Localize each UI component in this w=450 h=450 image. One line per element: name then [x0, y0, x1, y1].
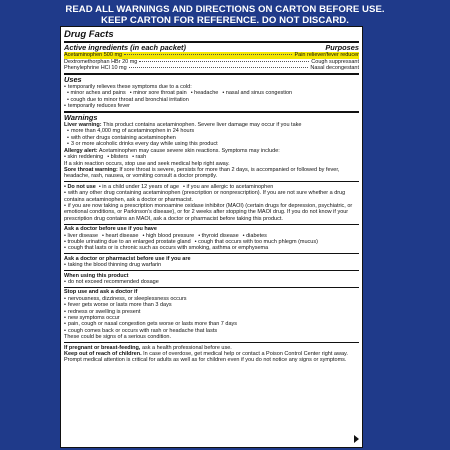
- stop-use-heading: Stop use and ask a doctor if: [64, 289, 138, 296]
- ask-pharmacist-item: • taking the blood thinning drug warfarin: [64, 262, 359, 268]
- divider: [64, 287, 359, 288]
- allergy-alert-label: Allergy alert:: [64, 147, 98, 154]
- when-using-item: • do not exceed recommended dosage: [64, 279, 359, 285]
- divider: [64, 270, 359, 271]
- active-ingredients-heading: Active ingredients (in each packet): [64, 43, 186, 52]
- allergy-symptom: • blisters: [107, 154, 128, 160]
- warnings-heading: Warnings: [64, 112, 98, 122]
- symptom: • minor aches and pains: [67, 90, 126, 96]
- drug-facts-title: Drug Facts: [64, 29, 114, 40]
- condition: • cough that lasts or is chronic such as occurs with smoking, asthma or emphysema: [64, 245, 359, 251]
- uses-fever: • temporarily reduces fever: [64, 103, 359, 109]
- ingredient-name: Phenylephrine HCl 10 mg: [64, 65, 127, 72]
- sore-throat-text: If sore throat is severe, persists for more than 2 days, is accompanied or followed by fever, headache, rash, nausea, or vomiting consult a doctor promptly.: [64, 166, 340, 180]
- condition: • liver disease: [64, 233, 98, 239]
- do-not-use-item: • with any other drug containing acetaminophen (prescription or nonprescription). If you are not sure whether a drug contains acetaminophen, ask a doctor or pharmacist.: [64, 190, 359, 203]
- condition: • thyroid disease: [198, 233, 238, 239]
- allergy-symptom: • skin reddening: [64, 154, 103, 160]
- stop-use-item: • new symptoms occur: [64, 315, 359, 321]
- ingredient-purpose: Cough suppressant: [311, 58, 359, 65]
- do-not-use-item: • in a child under 12 years of age: [99, 184, 179, 190]
- keep-out-of-reach: [64, 351, 359, 364]
- stop-use-item: • fever gets worse or lasts more than 3 days: [64, 302, 359, 308]
- ask-doctor-heading: Ask a doctor before use if you have: [64, 226, 157, 233]
- uses-intro: • temporarily relieves these symptoms due to a cold:: [64, 84, 359, 90]
- allergy-symptom: • rash: [132, 154, 146, 160]
- sore-throat-label: Sore throat warning:: [64, 166, 118, 173]
- stop-use-item: • cough comes back or occurs with rash or headache that lasts: [64, 328, 359, 334]
- uses-heading: Uses: [64, 74, 82, 84]
- divider: [64, 181, 359, 182]
- allergy-alert-text: Acetaminophen may cause severe skin reactions. Symptoms may include:: [98, 147, 280, 154]
- do-not-use-item: • if you are now taking a prescription monoamine oxidase inhibitor (MAOI) (certain drugs for depression, psychiatric, or emotional conditions, or Parkinson's disease), or for 2 weeks after stopping the MAOI drug. If you do not know if your prescription drug contains an MAOI, ask a doctor or pharmacist before taking this product.: [64, 203, 359, 222]
- carton-warning-header: [0, 4, 450, 26]
- stop-use-item: • nervousness, dizziness, or sleeplessness occurs: [64, 296, 359, 302]
- condition: • high blood pressure: [142, 233, 194, 239]
- symptom: • nasal and sinus congestion: [222, 90, 292, 96]
- header-line-1: READ ALL WARNINGS AND DIRECTIONS ON CARTON BEFORE USE.: [65, 4, 385, 15]
- keep-out-label: Keep out of reach of children.: [64, 351, 142, 358]
- divider: [64, 111, 359, 113]
- when-using-heading: When using this product: [64, 272, 129, 279]
- divider: [64, 224, 359, 225]
- liver-warning-text: This product contains acetaminophen. Severe liver damage may occur if you take: [103, 122, 302, 129]
- ingredient-name: Acetaminophen 500 mg: [64, 52, 123, 59]
- liver-item: • with other drugs containing acetaminophen: [64, 135, 359, 141]
- right-arrow-icon: [354, 435, 359, 443]
- condition: • diabetes: [243, 233, 267, 239]
- ingredients-header-row: [64, 44, 359, 52]
- symptom: • headache: [191, 90, 219, 96]
- divider: [64, 73, 359, 75]
- condition: • heart disease: [102, 233, 138, 239]
- ingredient-purpose: Pain reliever/fever reducer: [294, 52, 359, 59]
- allergy-after: If a skin reaction occurs, stop use and seek medical help right away.: [64, 160, 230, 167]
- condition: • cough that occurs with too much phlegm (mucus): [195, 239, 318, 245]
- condition: • trouble urinating due to an enlarged prostate gland: [64, 239, 191, 245]
- sore-throat-warning: [64, 167, 359, 180]
- divider: [64, 342, 359, 343]
- keep-out-text: In case of overdose, get medical help or contact a Poison Control Center right away. Prompt medical attention is critical for adults as well as for children even if you do not notice any signs or symptoms.: [64, 351, 348, 364]
- symptom: • minor sore throat pain: [130, 90, 187, 96]
- do-not-use-label: • Do not use: [64, 184, 96, 190]
- stop-use-item: • pain, cough or nasal congestion gets worse or lasts more than 7 days: [64, 321, 359, 327]
- divider: [64, 253, 359, 254]
- pregnancy-label: If pregnant or breast-feeding,: [64, 344, 141, 351]
- drug-facts-panel: [60, 26, 363, 448]
- purposes-heading: Purposes: [325, 43, 359, 52]
- ingredient-name: Dextromethorphan HBr 20 mg: [64, 58, 138, 65]
- stop-use-item: • redness or swelling is present: [64, 309, 359, 315]
- header-line-2: KEEP CARTON FOR REFERENCE. DO NOT DISCARD.: [100, 15, 349, 26]
- ingredient-row: [64, 65, 359, 71]
- ask-pharmacist-heading: Ask a doctor or pharmacist before use if you are: [64, 255, 191, 262]
- liver-item: • more than 4,000 mg of acetaminophen in 24 hours: [64, 128, 359, 134]
- liver-warning-label: Liver warning:: [64, 122, 102, 129]
- ingredient-purpose: Nasal decongestant: [310, 65, 359, 72]
- stop-use-after: These could be signs of a serious condition.: [64, 334, 172, 341]
- liver-item: • 3 or more alcoholic drinks every day while using this product: [64, 141, 359, 147]
- do-not-use-item: • if you are allergic to acetaminophen: [183, 184, 273, 190]
- pregnancy-text: ask a health professional before use.: [141, 344, 232, 351]
- symptom: • cough due to minor throat and bronchial irritation: [67, 97, 189, 103]
